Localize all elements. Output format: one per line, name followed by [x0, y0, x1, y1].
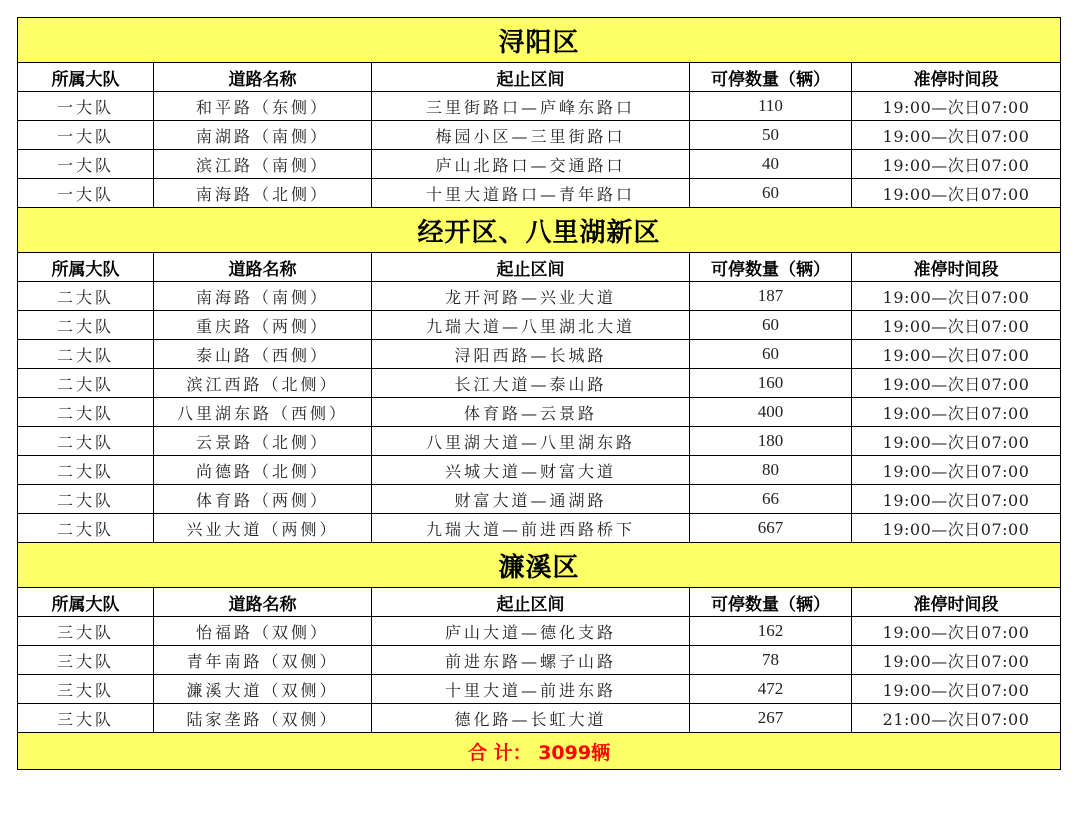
- header-road: 道路名称: [154, 63, 372, 92]
- cell-team: 三大队: [18, 704, 154, 733]
- cell-range: 九瑞大道—八里湖北大道: [372, 311, 690, 340]
- cell-time-window: 21:00—次日07:00: [852, 704, 1061, 733]
- section-title: 经开区、八里湖新区: [18, 208, 1061, 253]
- cell-team: 二大队: [18, 369, 154, 398]
- cell-time-window: 19:00—次日07:00: [852, 617, 1061, 646]
- cell-range: 庐山大道—德化支路: [372, 617, 690, 646]
- table-row: [18, 427, 1061, 456]
- cell-time-window: 19:00—次日07:00: [852, 514, 1061, 543]
- cell-range: 兴城大道—财富大道: [372, 456, 690, 485]
- cell-parking-count: 187: [690, 282, 852, 311]
- cell-road-name: 青年南路（双侧）: [154, 646, 372, 675]
- cell-team: 一大队: [18, 92, 154, 121]
- table-row: [18, 179, 1061, 208]
- cell-range: 龙开河路—兴业大道: [372, 282, 690, 311]
- header-team: 所属大队: [18, 588, 154, 617]
- cell-team: 二大队: [18, 485, 154, 514]
- table-row: [18, 514, 1061, 543]
- header-team: 所属大队: [18, 63, 154, 92]
- cell-road-name: 体育路（两侧）: [154, 485, 372, 514]
- cell-time-window: 19:00—次日07:00: [852, 369, 1061, 398]
- cell-time-window: 19:00—次日07:00: [852, 179, 1061, 208]
- cell-team: 一大队: [18, 121, 154, 150]
- total-count: 合 计： 3099辆: [18, 733, 1061, 770]
- cell-road-name: 八里湖东路（西侧）: [154, 398, 372, 427]
- section-title-row: [18, 18, 1061, 63]
- cell-team: 二大队: [18, 340, 154, 369]
- header-road: 道路名称: [154, 588, 372, 617]
- cell-team: 二大队: [18, 514, 154, 543]
- cell-road-name: 濂溪大道（双侧）: [154, 675, 372, 704]
- table-row: [18, 485, 1061, 514]
- cell-range: 梅园小区—三里街路口: [372, 121, 690, 150]
- cell-range: 德化路—长虹大道: [372, 704, 690, 733]
- header-time: 准停时间段: [852, 63, 1061, 92]
- cell-road-name: 兴业大道（两侧）: [154, 514, 372, 543]
- cell-range: 九瑞大道—前进西路桥下: [372, 514, 690, 543]
- cell-team: 二大队: [18, 456, 154, 485]
- cell-parking-count: 50: [690, 121, 852, 150]
- column-header-row: [18, 63, 1061, 92]
- header-team: 所属大队: [18, 253, 154, 282]
- table-row: [18, 340, 1061, 369]
- table-row: [18, 282, 1061, 311]
- cell-parking-count: 60: [690, 340, 852, 369]
- cell-road-name: 滨江路（南侧）: [154, 150, 372, 179]
- cell-road-name: 南海路（南侧）: [154, 282, 372, 311]
- cell-parking-count: 180: [690, 427, 852, 456]
- header-count: 可停数量（辆）: [690, 588, 852, 617]
- section-title-row: [18, 208, 1061, 253]
- table-row: [18, 398, 1061, 427]
- cell-time-window: 19:00—次日07:00: [852, 121, 1061, 150]
- cell-team: 三大队: [18, 675, 154, 704]
- cell-time-window: 19:00—次日07:00: [852, 456, 1061, 485]
- header-time: 准停时间段: [852, 588, 1061, 617]
- cell-parking-count: 160: [690, 369, 852, 398]
- cell-parking-count: 78: [690, 646, 852, 675]
- table-row: [18, 646, 1061, 675]
- section-title-row: [18, 543, 1061, 588]
- cell-time-window: 19:00—次日07:00: [852, 311, 1061, 340]
- cell-road-name: 尚德路（北侧）: [154, 456, 372, 485]
- cell-range: 庐山北路口—交通路口: [372, 150, 690, 179]
- cell-parking-count: 667: [690, 514, 852, 543]
- header-range: 起止区间: [372, 253, 690, 282]
- parking-table-body: [18, 18, 1061, 770]
- header-count: 可停数量（辆）: [690, 253, 852, 282]
- cell-range: 长江大道—泰山路: [372, 369, 690, 398]
- table-row: [18, 704, 1061, 733]
- table-row: [18, 617, 1061, 646]
- header-count: 可停数量（辆）: [690, 63, 852, 92]
- header-range: 起止区间: [372, 63, 690, 92]
- cell-road-name: 怡福路（双侧）: [154, 617, 372, 646]
- cell-range: 前进东路—螺子山路: [372, 646, 690, 675]
- cell-time-window: 19:00—次日07:00: [852, 485, 1061, 514]
- header-range: 起止区间: [372, 588, 690, 617]
- cell-parking-count: 66: [690, 485, 852, 514]
- cell-parking-count: 40: [690, 150, 852, 179]
- cell-team: 一大队: [18, 179, 154, 208]
- cell-parking-count: 162: [690, 617, 852, 646]
- cell-team: 二大队: [18, 427, 154, 456]
- cell-time-window: 19:00—次日07:00: [852, 427, 1061, 456]
- header-time: 准停时间段: [852, 253, 1061, 282]
- cell-range: 财富大道—通湖路: [372, 485, 690, 514]
- cell-parking-count: 267: [690, 704, 852, 733]
- cell-team: 二大队: [18, 282, 154, 311]
- cell-parking-count: 80: [690, 456, 852, 485]
- table-row: [18, 150, 1061, 179]
- table-row: [18, 311, 1061, 340]
- cell-parking-count: 60: [690, 179, 852, 208]
- parking-table: [17, 17, 1061, 770]
- cell-time-window: 19:00—次日07:00: [852, 150, 1061, 179]
- table-row: [18, 92, 1061, 121]
- cell-range: 浔阳西路—长城路: [372, 340, 690, 369]
- cell-road-name: 滨江西路（北侧）: [154, 369, 372, 398]
- cell-range: 八里湖大道—八里湖东路: [372, 427, 690, 456]
- table-row: [18, 369, 1061, 398]
- cell-team: 一大队: [18, 150, 154, 179]
- cell-parking-count: 400: [690, 398, 852, 427]
- column-header-row: [18, 588, 1061, 617]
- section-title: 濂溪区: [18, 543, 1061, 588]
- cell-time-window: 19:00—次日07:00: [852, 92, 1061, 121]
- table-row: [18, 456, 1061, 485]
- cell-range: 十里大道—前进东路: [372, 675, 690, 704]
- cell-time-window: 19:00—次日07:00: [852, 340, 1061, 369]
- cell-road-name: 南湖路（南侧）: [154, 121, 372, 150]
- cell-parking-count: 110: [690, 92, 852, 121]
- cell-time-window: 19:00—次日07:00: [852, 398, 1061, 427]
- cell-road-name: 重庆路（两侧）: [154, 311, 372, 340]
- cell-range: 三里街路口—庐峰东路口: [372, 92, 690, 121]
- cell-road-name: 和平路（东侧）: [154, 92, 372, 121]
- cell-team: 三大队: [18, 646, 154, 675]
- column-header-row: [18, 253, 1061, 282]
- cell-range: 十里大道路口—青年路口: [372, 179, 690, 208]
- cell-team: 三大队: [18, 617, 154, 646]
- header-road: 道路名称: [154, 253, 372, 282]
- section-title: 浔阳区: [18, 18, 1061, 63]
- table-row: [18, 121, 1061, 150]
- cell-parking-count: 472: [690, 675, 852, 704]
- table-row: [18, 675, 1061, 704]
- cell-parking-count: 60: [690, 311, 852, 340]
- total-row: [18, 733, 1061, 770]
- cell-team: 二大队: [18, 398, 154, 427]
- cell-time-window: 19:00—次日07:00: [852, 282, 1061, 311]
- cell-time-window: 19:00—次日07:00: [852, 675, 1061, 704]
- cell-team: 二大队: [18, 311, 154, 340]
- cell-road-name: 南海路（北侧）: [154, 179, 372, 208]
- cell-road-name: 陆家垄路（双侧）: [154, 704, 372, 733]
- cell-range: 体育路—云景路: [372, 398, 690, 427]
- cell-time-window: 19:00—次日07:00: [852, 646, 1061, 675]
- cell-road-name: 泰山路（西侧）: [154, 340, 372, 369]
- cell-road-name: 云景路（北侧）: [154, 427, 372, 456]
